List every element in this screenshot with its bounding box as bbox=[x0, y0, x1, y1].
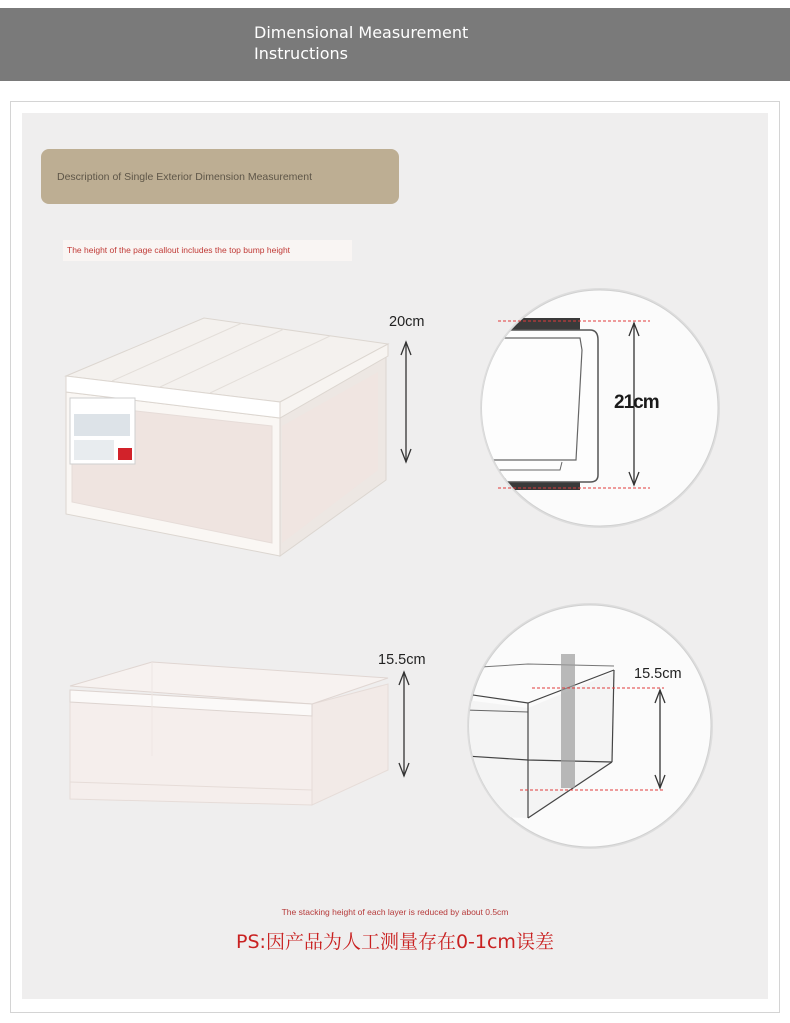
drawer-detail-height-label: 15.5cm bbox=[634, 666, 682, 682]
drawer-detail-circle bbox=[466, 603, 713, 849]
box-height-arrow bbox=[401, 342, 411, 462]
callout-note-text: The height of the page callout includes the top bump height bbox=[67, 245, 291, 255]
storage-box-illustration bbox=[66, 318, 388, 556]
page-title-line2: Instructions bbox=[254, 44, 348, 63]
drawer-height-arrow bbox=[399, 672, 409, 776]
lid-detail-circle bbox=[470, 288, 720, 528]
description-label: Description of Single Exterior Dimension Measurement bbox=[57, 171, 313, 183]
box-height-label: 20cm bbox=[389, 314, 425, 330]
lid-detail-height-label: 21cm bbox=[614, 392, 659, 413]
page-title-line1: Dimensional Measurement bbox=[254, 23, 469, 42]
drawer-height-label: 15.5cm bbox=[378, 652, 426, 668]
measurement-error-note: PS:因产品为人工测量存在0-1cm误差 bbox=[236, 931, 554, 953]
drawer-illustration bbox=[70, 662, 388, 805]
stacking-note: The stacking height of each layer is reduced by about 0.5cm bbox=[281, 907, 509, 917]
